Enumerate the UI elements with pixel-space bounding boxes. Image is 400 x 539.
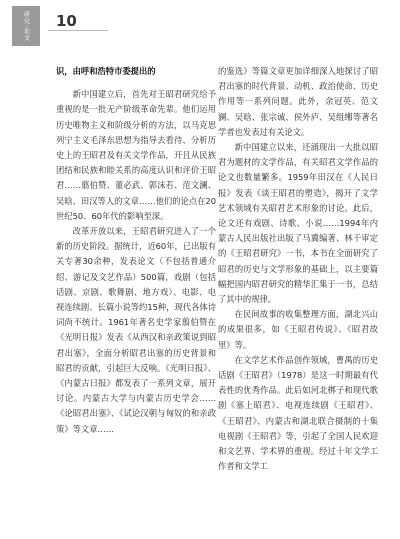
right-paragraph-4: 在文学艺术作品创作领域，曹禺的历史话剧《王昭君》（1978）是这一时期最有代表性的优秀作品。此后如河北梆子和现代歌剧《塞上昭君》、电视连续剧《王昭君》、《王昭君》、内蒙古和湖北联合摄制的十集电视剧《王昭君》等，引起了全国人民欢迎和文艺界、学术界的重视。经过十年文学工作者和文学工 (218, 354, 378, 472)
left-paragraph-1: 新中国建立后，首先对王昭君研究给予重视的是一批无产阶级革命先辈。他们运用历史唯物主义和阶级分析的方法，以马克思列宁主义毛泽东思想为指导去看待、分析历史上的王昭君及有关文学作品，开且从民族团结和民族和睦关系的高度认识和评价王昭君……翦伯赞、董必武、郭沫若、范文澜、吴晗、田汉等人的文章……他们的论点在20世纪50、60年代的影响至深。 (56, 89, 216, 221)
section-tab-label: 研究·论文 (22, 10, 30, 42)
right-paragraph-2: 新中国建立以来，还涌现出一大批以昭君为题材的文学作品，有关昭君文学作品的论文也数量繁多。1959年田汉在《人民日报》发表《谈王昭君的塑造》，揭开了文学艺术领域有关昭君艺术形象的讨论。此后，论文还有戏剧、诗歌、小说……1994年内蒙古人民出版社出版了马冀编著、林干审定的《王昭君研究》一书，本书在全面研究了昭君的历史与文学形象的基础上，以主要篇幅把国内昭君研究的精华汇集于一书，总结了其中的规律。 (218, 142, 378, 305)
page-number: 10 (56, 12, 77, 30)
right-column (218, 64, 378, 474)
right-paragraph-1: 的鉴选》等篇文章更加详细深入地探讨了昭君出塞的时代背景、动机、政治使命、历史作用等一系列问题。此外，余冠英、范文澜、吴晗、张宗诚、侯外庐、吴组缃等著名学者也发表过有关论文。 (218, 66, 378, 137)
section-tab (12, 6, 40, 46)
section-heading: 识，由呼和浩特市委提出的 (56, 66, 156, 76)
left-paragraph-2: 改革开放以来，王昭君研究进入了一个新的历史阶段。据统计，近60年，已出版有关专著30余种，发表论文（不包括普通介绍、游记及文艺作品）500篇，戏剧（包括话剧、京剧、歌舞剧、地方戏）、电影、电视连续剧、长篇小说等约15种，现代各体诗词尚不统计。1961年著名史学家翦伯赞在《光明日报》发表《从西汉和亲政策说到昭君出塞》，全面分析昭君出塞的历史背景和昭君的贡献，引起巨大反响。《光明日报》、《内蒙古日报》都发表了一系列文章，展开讨论。内蒙古大学与内蒙古历史学会……《论昭君出塞》、《试论汉朝与匈奴的和亲政策》等文章…… (56, 226, 216, 434)
left-column (56, 64, 216, 437)
header-divider (48, 30, 108, 31)
right-paragraph-3: 在民间故事的收集整理方面，湖北兴山的成果很多，如《王昭君传说》、《昭君故里》等。 (218, 309, 378, 350)
